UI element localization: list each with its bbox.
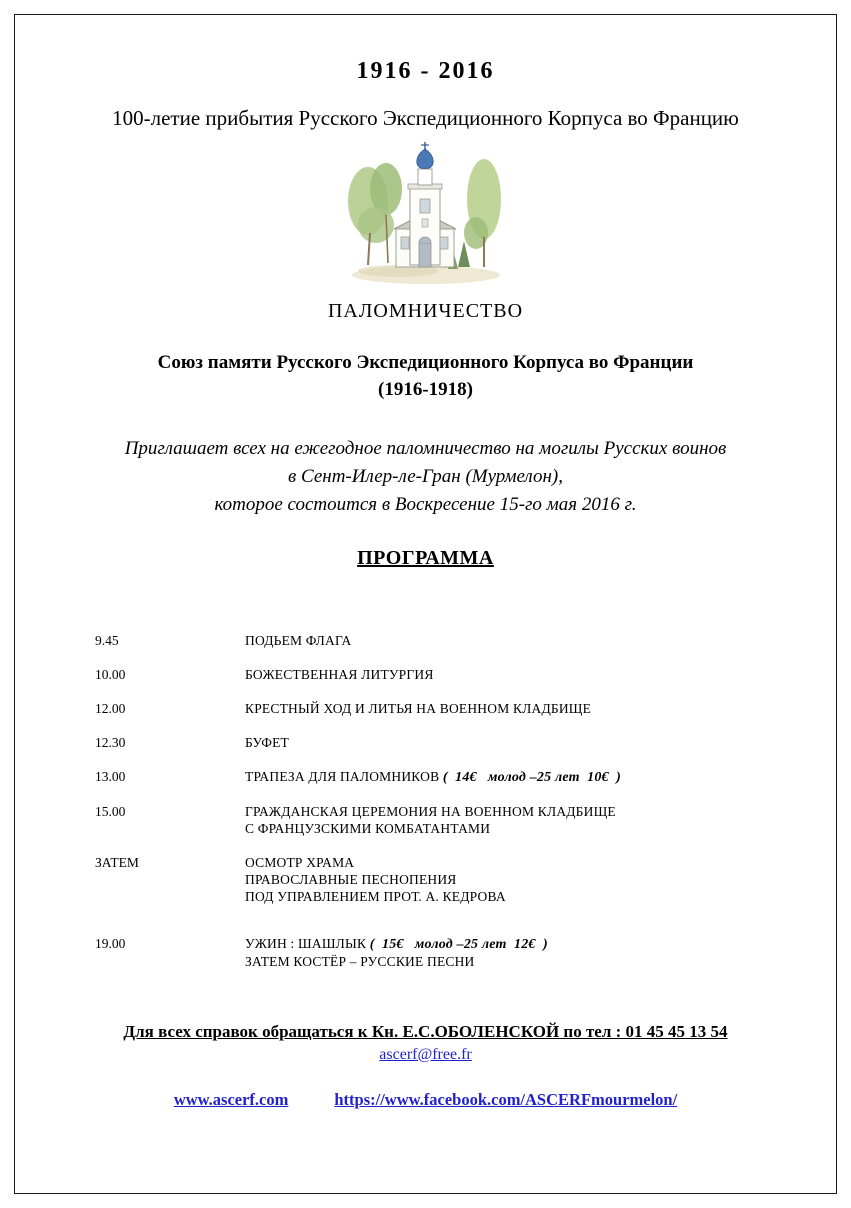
facebook-link[interactable]: https://www.facebook.com/ASCERFmourmelon/ — [334, 1090, 678, 1109]
schedule-row — [95, 803, 801, 837]
union-line2: (1916-1918) — [378, 379, 473, 400]
schedule-time: 19.00 — [95, 936, 126, 951]
activity-line — [245, 768, 621, 786]
schedule-row — [95, 768, 801, 786]
schedule-time: 12.00 — [95, 701, 126, 716]
activity-line: ЗАТЕМ КОСТЁР – РУССКИЕ ПЕСНИ — [245, 954, 475, 969]
schedule-time: 13.00 — [95, 769, 126, 784]
schedule-row — [95, 854, 801, 905]
union-name — [50, 349, 801, 403]
invitation-line1: Приглашает всех на ежегодное паломничество на могилы Русских воинов — [124, 438, 727, 459]
activity-line: ГРАЖДАНСКАЯ ЦЕРЕМОНИЯ НА ВОЕННОМ КЛАДБИЩЕ — [245, 804, 616, 819]
schedule-row — [95, 666, 801, 683]
program-schedule — [95, 632, 801, 970]
activity-line: БУФЕТ — [245, 735, 289, 750]
footer — [50, 1022, 801, 1110]
activity-text: ТРАПЕЗА ДЛЯ ПАЛОМНИКОВ — [245, 769, 440, 784]
activity-line: ПРАВОСЛАВНЫЕ ПЕСНОПЕНИЯ — [245, 872, 457, 887]
schedule-activity — [245, 734, 289, 751]
schedule-activity — [245, 700, 591, 717]
schedule-time: 12.30 — [95, 735, 126, 750]
schedule-activity — [245, 803, 616, 837]
schedule-row — [95, 632, 801, 649]
website-link[interactable]: www.ascerf.com — [173, 1090, 289, 1109]
links-row — [50, 1090, 801, 1110]
schedule-activity — [245, 935, 548, 970]
activity-line: ОСМОТР ХРАМА — [245, 855, 355, 870]
union-line1: Союз памяти Русского Экспедиционного Корпуса во Франции — [157, 352, 694, 373]
price-note: ( 15€ молод –25 лет 12€ ) — [369, 937, 548, 952]
activity-line: С ФРАНЦУЗСКИМИ КОМБАТАНТАМИ — [245, 821, 491, 836]
program-heading: ПРОГРАММА — [357, 547, 494, 569]
invitation-line2: в Сент-Илер-ле-Гран (Мурмелон), — [288, 466, 563, 487]
schedule-time: 15.00 — [95, 804, 126, 819]
contact-info: Для всех справок обращаться к Кн. Е.С.ОБОЛЕНСКОЙ по тел : 01 45 45 13 54 — [123, 1022, 728, 1041]
schedule-row — [95, 700, 801, 717]
schedule-time: 9.45 — [95, 633, 119, 648]
activity-line: ПОД УПРАВЛЕНИЕМ ПРОТ. А. КЕДРОВА — [245, 889, 506, 904]
activity-line: КРЕСТНЫЙ ХОД И ЛИТЬЯ НА ВОЕННОМ КЛАДБИЩЕ — [245, 701, 592, 716]
activity-text: УЖИН : ШАШЛЫК — [245, 936, 367, 951]
schedule-time: ЗАТЕМ — [95, 855, 139, 870]
pilgrimage-heading: ПАЛОМНИЧЕСТВО — [327, 300, 524, 322]
church-watercolor-image — [338, 141, 513, 289]
schedule-time: 10.00 — [95, 667, 126, 682]
page-title: 1916 - 2016 — [356, 58, 495, 84]
invitation-line3: которое состоится в Воскресение 15-го мая 2016 г. — [214, 494, 637, 515]
email-link[interactable]: ascerf@free.fr — [379, 1046, 472, 1063]
schedule-activity — [245, 666, 434, 683]
schedule-activity — [245, 768, 621, 786]
invitation-text — [50, 435, 801, 519]
price-note: ( 14€ молод –25 лет 10€ ) — [442, 770, 621, 785]
church-illustration — [50, 141, 801, 294]
activity-line: БОЖЕСТВЕННАЯ ЛИТУРГИЯ — [245, 667, 434, 682]
activity-line — [245, 935, 548, 953]
schedule-row — [95, 734, 801, 751]
schedule-activity — [245, 854, 506, 905]
page-subtitle: 100-летие прибытия Русского Экспедиционного Корпуса во Францию — [112, 106, 739, 130]
schedule-row — [95, 935, 801, 970]
activity-line: ПОДЬЕМ ФЛАГА — [245, 633, 352, 648]
schedule-activity — [245, 632, 351, 649]
